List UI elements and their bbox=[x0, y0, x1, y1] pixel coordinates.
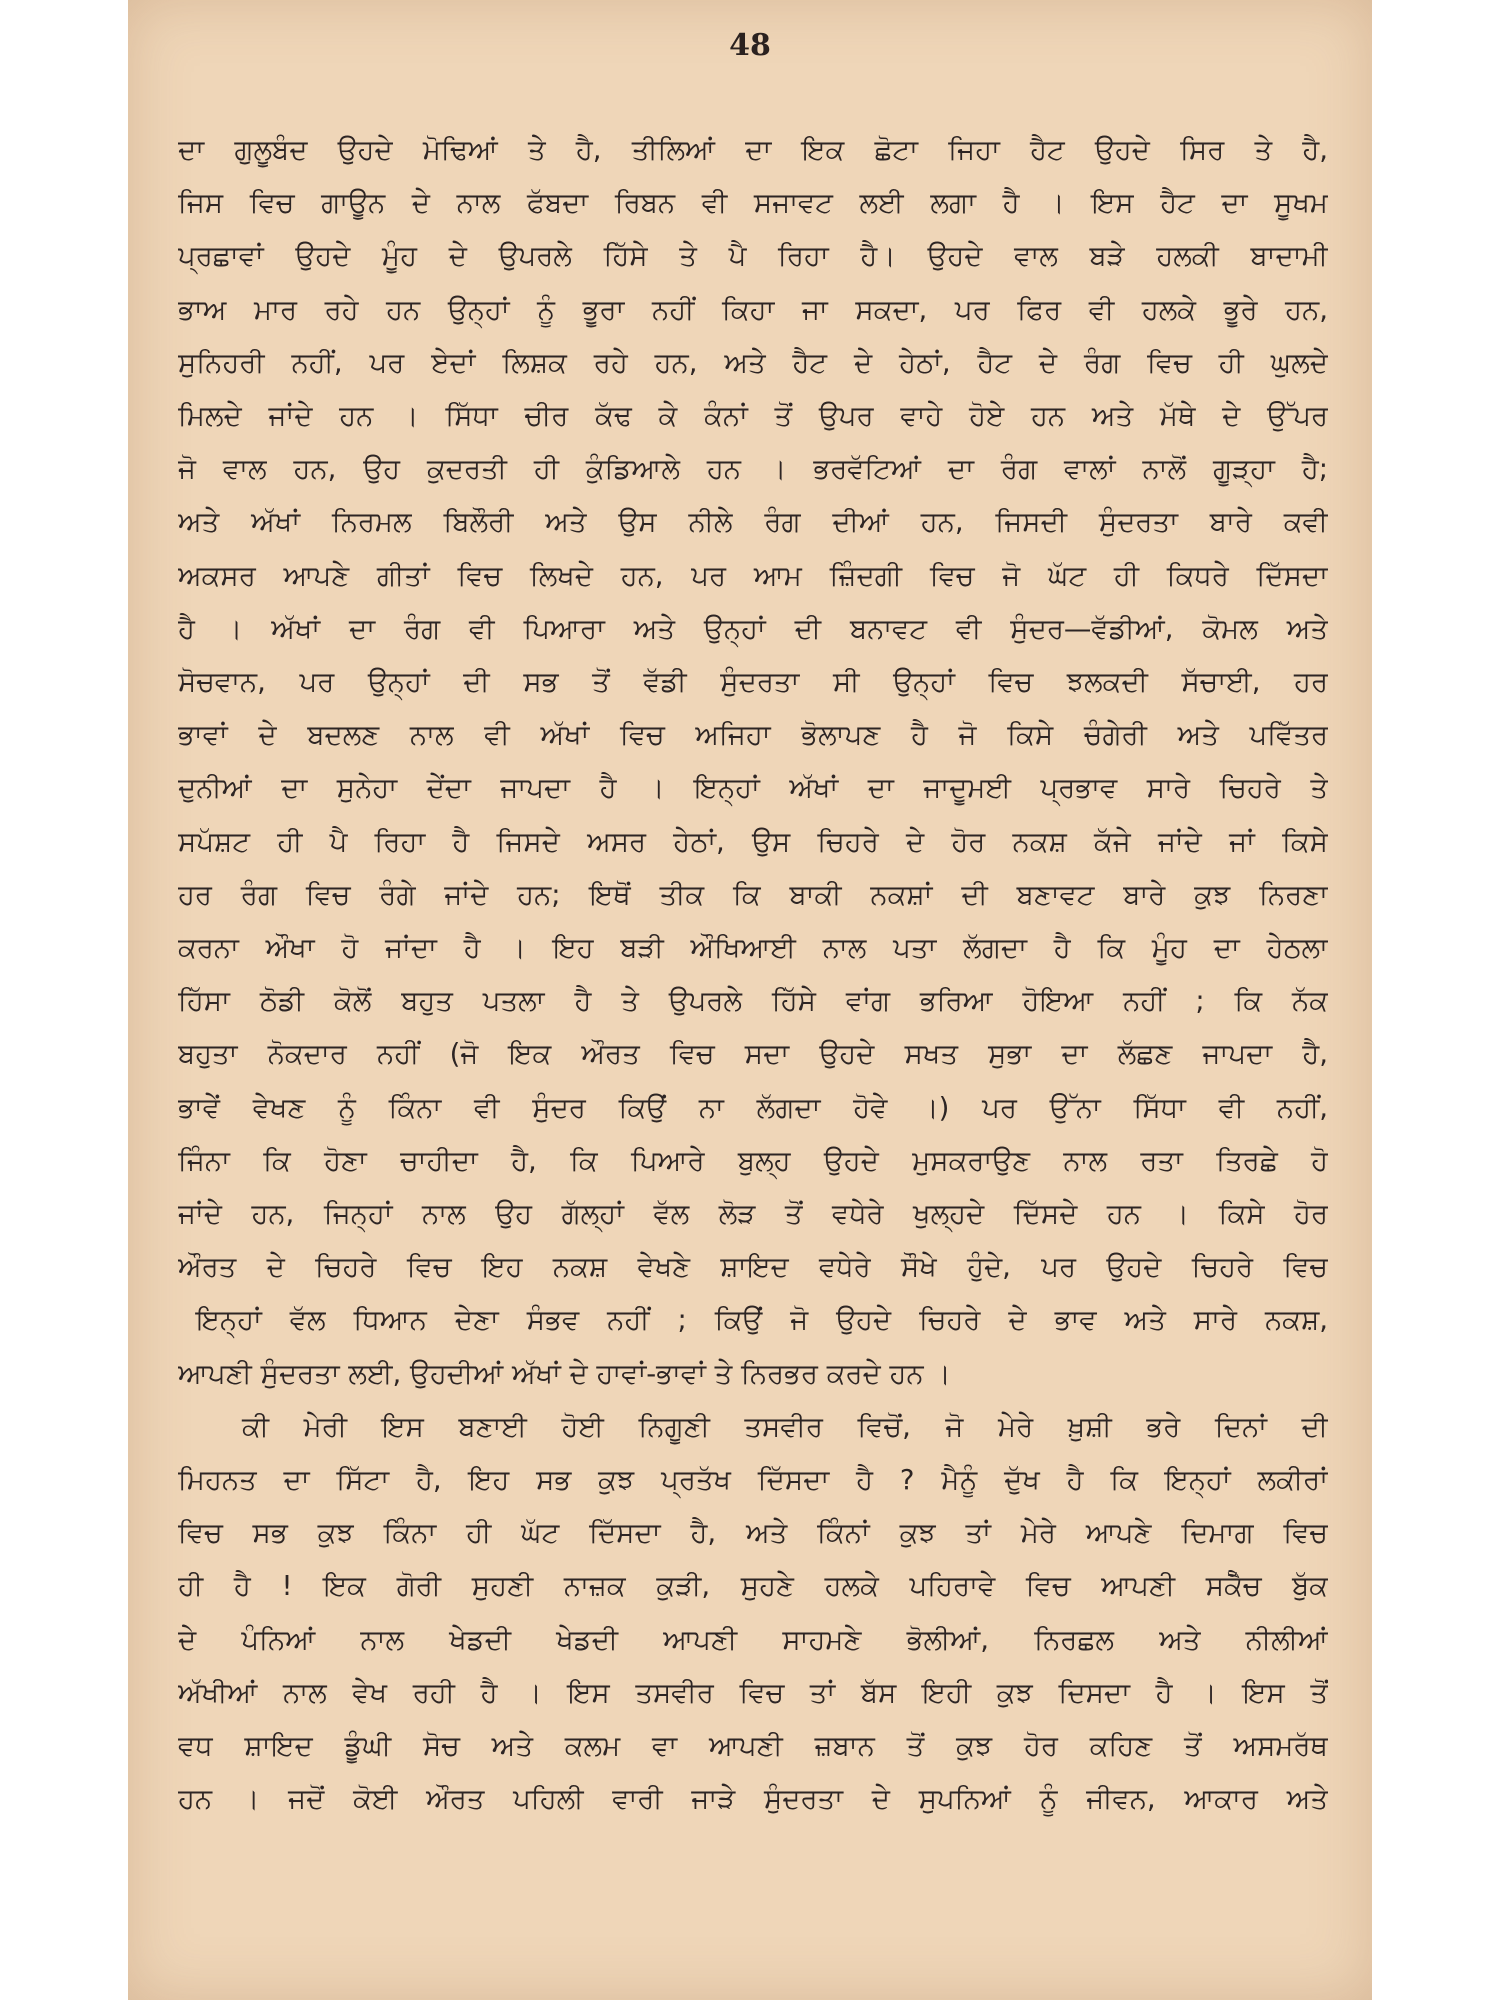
text-line: ਜਿਸ ਵਿਚ ਗਾਊਨ ਦੇ ਨਾਲ ਫੱਬਦਾ ਰਿਬਨ ਵੀ ਸਜਾਵਟ ਲਈ ਲਗਾ ਹੈ । ਇਸ ਹੈਟ ਦਾ ਸੂਖਮ bbox=[178, 187, 1328, 220]
text-line: ਅਕਸਰ ਆਪਣੇ ਗੀਤਾਂ ਵਿਚ ਲਿਖਦੇ ਹਨ, ਪਰ ਆਮ ਜ਼ਿੰਦਗੀ ਵਿਚ ਜੋ ਘੱਟ ਹੀ ਕਿਧਰੇ ਦਿੱਸਦਾ bbox=[178, 559, 1328, 592]
text-line: ਹੈ । ਅੱਖਾਂ ਦਾ ਰੰਗ ਵੀ ਪਿਆਰਾ ਅਤੇ ਉਨ੍ਹਾਂ ਦੀ ਬਨਾਵਟ ਵੀ ਸੁੰਦਰ—ਵੱਡੀਆਂ, ਕੋਮਲ ਅਤੇ bbox=[178, 612, 1328, 645]
text-line: ਹਿੱਸਾ ਠੋਡੀ ਕੋਲੋਂ ਬਹੁਤ ਪਤਲਾ ਹੈ ਤੇ ਉਪਰਲੇ ਹਿੱਸੇ ਵਾਂਗ ਭਰਿਆ ਹੋਇਆ ਨਹੀਂ ; ਕਿ ਨੱਕ bbox=[178, 985, 1328, 1018]
text-line: ਭਾਅ ਮਾਰ ਰਹੇ ਹਨ ਉਨ੍ਹਾਂ ਨੂੰ ਭੂਰਾ ਨਹੀਂ ਕਿਹਾ ਜਾ ਸਕਦਾ, ਪਰ ਫਿਰ ਵੀ ਹਲਕੇ ਭੂਰੇ ਹਨ, bbox=[178, 293, 1328, 326]
text-line: ਮਿਲਦੇ ਜਾਂਦੇ ਹਨ । ਸਿੱਧਾ ਚੀਰ ਕੱਢ ਕੇ ਕੰਨਾਂ ਤੋਂ ਉਪਰ ਵਾਹੇ ਹੋਏ ਹਨ ਅਤੇ ਮੱਥੇ ਦੇ ਉੱਪਰ bbox=[178, 400, 1328, 433]
text-line: ਕੀ ਮੇਰੀ ਇਸ ਬਣਾਈ ਹੋਈ ਨਿਗੂਣੀ ਤਸਵੀਰ ਵਿਚੋਂ, ਜੋ ਮੇਰੇ ਖ਼ੁਸ਼ੀ ਭਰੇ ਦਿਨਾਂ ਦੀ bbox=[242, 1410, 1328, 1443]
body-text bbox=[178, 124, 1328, 1827]
text-line: ਆਪਣੀ ਸੁੰਦਰਤਾ ਲਈ, ਉਹਦੀਆਂ ਅੱਖਾਂ ਦੇ ਹਾਵਾਂ-ਭਾਵਾਂ ਤੇ ਨਿਰਭਰ ਕਰਦੇ ਹਨ । bbox=[178, 1357, 951, 1390]
text-line: ਦਾ ਗੁਲੂਬੰਦ ਉਹਦੇ ਮੋਢਿਆਂ ਤੇ ਹੈ, ਤੀਲਿਆਂ ਦਾ ਇਕ ਛੋਟਾ ਜਿਹਾ ਹੈਟ ਉਹਦੇ ਸਿਰ ਤੇ ਹੈ, bbox=[178, 134, 1328, 166]
page-number: 48 bbox=[729, 28, 771, 63]
text-line: ਭਾਵਾਂ ਦੇ ਬਦਲਣ ਨਾਲ ਵੀ ਅੱਖਾਂ ਵਿਚ ਅਜਿਹਾ ਭੋਲਾਪਣ ਹੈ ਜੋ ਕਿਸੇ ਚੰਗੇਰੀ ਅਤੇ ਪਵਿੱਤਰ bbox=[178, 719, 1328, 752]
text-line: ਸੋਚਵਾਨ, ਪਰ ਉਨ੍ਹਾਂ ਦੀ ਸਭ ਤੋਂ ਵੱਡੀ ਸੁੰਦਰਤਾ ਸੀ ਉਨ੍ਹਾਂ ਵਿਚ ਝਲਕਦੀ ਸੱਚਾਈ, ਹਰ bbox=[178, 666, 1328, 699]
text-line: ਔਰਤ ਦੇ ਚਿਹਰੇ ਵਿਚ ਇਹ ਨਕਸ਼ ਵੇਖਣੇ ਸ਼ਾਇਦ ਵਧੇਰੇ ਸੌਖੇ ਹੁੰਦੇ, ਪਰ ਉਹਦੇ ਚਿਹਰੇ ਵਿਚ bbox=[178, 1251, 1328, 1284]
text-line: ਇਨ੍ਹਾਂ ਵੱਲ ਧਿਆਨ ਦੇਣਾ ਸੰਭਵ ਨਹੀਂ ; ਕਿਉਂ ਜੋ ਉਹਦੇ ਚਿਹਰੇ ਦੇ ਭਾਵ ਅਤੇ ਸਾਰੇ ਨਕਸ਼, bbox=[196, 1304, 1328, 1337]
book-page bbox=[128, 0, 1372, 2000]
text-line: ਜਿੰਨਾ ਕਿ ਹੋਣਾ ਚਾਹੀਦਾ ਹੈ, ਕਿ ਪਿਆਰੇ ਬੁਲ੍ਹ ਉਹਦੇ ਮੁਸਕਰਾਉਣ ਨਾਲ ਰਤਾ ਤਿਰਛੇ ਹੋ bbox=[178, 1144, 1328, 1177]
text-line: ਬਹੁਤਾ ਨੋਕਦਾਰ ਨਹੀਂ (ਜੋ ਇਕ ਔਰਤ ਵਿਚ ਸਦਾ ਉਹਦੇ ਸਖਤ ਸੁਭਾ ਦਾ ਲੱਛਣ ਜਾਪਦਾ ਹੈ, bbox=[178, 1038, 1328, 1071]
text-line: ਹੀ ਹੈ ! ਇਕ ਗੋਰੀ ਸੁਹਣੀ ਨਾਜ਼ਕ ਕੁੜੀ, ਸੁਹਣੇ ਹਲਕੇ ਪਹਿਰਾਵੇ ਵਿਚ ਆਪਣੀ ਸਕੈੱਚ ਬੁੱਕ bbox=[178, 1570, 1328, 1603]
text-line: ਹਨ । ਜਦੋਂ ਕੋਈ ਔਰਤ ਪਹਿਲੀ ਵਾਰੀ ਜਾੜੇ ਸੁੰਦਰਤਾ ਦੇ ਸੁਪਨਿਆਂ ਨੂੰ ਜੀਵਨ, ਆਕਾਰ ਅਤੇ bbox=[178, 1783, 1328, 1816]
text-line: ਮਿਹਨਤ ਦਾ ਸਿੱਟਾ ਹੈ, ਇਹ ਸਭ ਕੁਝ ਪ੍ਰਤੱਖ ਦਿੱਸਦਾ ਹੈ ? ਮੈਨੂੰ ਦੁੱਖ ਹੈ ਕਿ ਇਨ੍ਹਾਂ ਲਕੀਰਾਂ bbox=[178, 1464, 1328, 1497]
text-line: ਵਧ ਸ਼ਾਇਦ ਡੂੰਘੀ ਸੋਚ ਅਤੇ ਕਲਮ ਵਾ ਆਪਣੀ ਜ਼ਬਾਨ ਤੋਂ ਕੁਝ ਹੋਰ ਕਹਿਣ ਤੋਂ ਅਸਮਰੱਥ bbox=[178, 1730, 1328, 1763]
text-line: ਕਰਨਾ ਔਖਾ ਹੋ ਜਾਂਦਾ ਹੈ । ਇਹ ਬੜੀ ਔਖਿਆਈ ਨਾਲ ਪਤਾ ਲੱਗਦਾ ਹੈ ਕਿ ਮੂੰਹ ਦਾ ਹੇਠਲਾ bbox=[178, 932, 1328, 965]
text-line: ਅਤੇ ਅੱਖਾਂ ਨਿਰਮਲ ਬਿਲੌਰੀ ਅਤੇ ਉਸ ਨੀਲੇ ਰੰਗ ਦੀਆਂ ਹਨ, ਜਿਸਦੀ ਸੁੰਦਰਤਾ ਬਾਰੇ ਕਵੀ bbox=[178, 506, 1328, 539]
text-line: ਜੋ ਵਾਲ ਹਨ, ਉਹ ਕੁਦਰਤੀ ਹੀ ਕੁੰਡਿਆਲੇ ਹਨ । ਭਰਵੱਟਿਆਂ ਦਾ ਰੰਗ ਵਾਲਾਂ ਨਾਲੋਂ ਗੂੜ੍ਹਾ ਹੈ; bbox=[178, 453, 1328, 486]
text-line: ਅੱਖੀਆਂ ਨਾਲ ਵੇਖ ਰਹੀ ਹੈ । ਇਸ ਤਸਵੀਰ ਵਿਚ ਤਾਂ ਬੱਸ ਇਹੀ ਕੁਝ ਦਿਸਦਾ ਹੈ । ਇਸ ਤੋਂ bbox=[178, 1676, 1328, 1709]
text-line: ਭਾਵੇਂ ਵੇਖਣ ਨੂੰ ਕਿੰਨਾ ਵੀ ਸੁੰਦਰ ਕਿਉਂ ਨਾ ਲੱਗਦਾ ਹੋਵੇ ।) ਪਰ ਉੱਨਾ ਸਿੱਧਾ ਵੀ ਨਹੀਂ, bbox=[178, 1091, 1328, 1124]
text-line: ਹਰ ਰੰਗ ਵਿਚ ਰੰਗੇ ਜਾਂਦੇ ਹਨ; ਇਥੋਂ ਤੀਕ ਕਿ ਬਾਕੀ ਨਕਸ਼ਾਂ ਦੀ ਬਣਾਵਟ ਬਾਰੇ ਕੁਝ ਨਿਰਣਾ bbox=[178, 878, 1328, 911]
text-line: ਸੁਨਿਹਰੀ ਨਹੀਂ, ਪਰ ਏਦਾਂ ਲਿਸ਼ਕ ਰਹੇ ਹਨ, ਅਤੇ ਹੈਟ ਦੇ ਹੇਠਾਂ, ਹੈਟ ਦੇ ਰੰਗ ਵਿਚ ਹੀ ਘੁਲਦੇ bbox=[178, 346, 1328, 379]
text-line: ਦੁਨੀਆਂ ਦਾ ਸੁਨੇਹਾ ਦੇਂਦਾ ਜਾਪਦਾ ਹੈ । ਇਨ੍ਹਾਂ ਅੱਖਾਂ ਦਾ ਜਾਦੂਮਈ ਪ੍ਰਭਾਵ ਸਾਰੇ ਚਿਹਰੇ ਤੇ bbox=[178, 772, 1328, 805]
text-line: ਵਿਚ ਸਭ ਕੁਝ ਕਿੰਨਾ ਹੀ ਘੱਟ ਦਿੱਸਦਾ ਹੈ, ਅਤੇ ਕਿੰਨਾਂ ਕੁਝ ਤਾਂ ਮੇਰੇ ਆਪਣੇ ਦਿਮਾਗ ਵਿਚ bbox=[178, 1517, 1328, 1550]
text-line: ਜਾਂਦੇ ਹਨ, ਜਿਨ੍ਹਾਂ ਨਾਲ ਉਹ ਗੱਲ੍ਹਾਂ ਵੱਲ ਲੋੜ ਤੋਂ ਵਧੇਰੇ ਖੁਲ੍ਹਦੇ ਦਿੱਸਦੇ ਹਨ । ਕਿਸੇ ਹੋਰ bbox=[178, 1198, 1328, 1231]
text-line: ਪ੍ਰਛਾਵਾਂ ਉਹਦੇ ਮੂੰਹ ਦੇ ਉਪਰਲੇ ਹਿੱਸੇ ਤੇ ਪੈ ਰਿਹਾ ਹੈ। ਉਹਦੇ ਵਾਲ ਬੜੇ ਹਲਕੀ ਬਾਦਾਮੀ bbox=[178, 240, 1328, 273]
text-line: ਸਪੱਸ਼ਟ ਹੀ ਪੈ ਰਿਹਾ ਹੈ ਜਿਸਦੇ ਅਸਰ ਹੇਠਾਂ, ਉਸ ਚਿਹਰੇ ਦੇ ਹੋਰ ਨਕਸ਼ ਕੱਜੇ ਜਾਂਦੇ ਜਾਂ ਕਿਸੇ bbox=[178, 825, 1328, 858]
text-line: ਦੇ ਪੰਨਿਆਂ ਨਾਲ ਖੇਡਦੀ ਖੇਡਦੀ ਆਪਣੀ ਸਾਹਮਣੇ ਭੋਲੀਆਂ, ਨਿਰਛਲ ਅਤੇ ਨੀਲੀਆਂ bbox=[178, 1623, 1328, 1656]
